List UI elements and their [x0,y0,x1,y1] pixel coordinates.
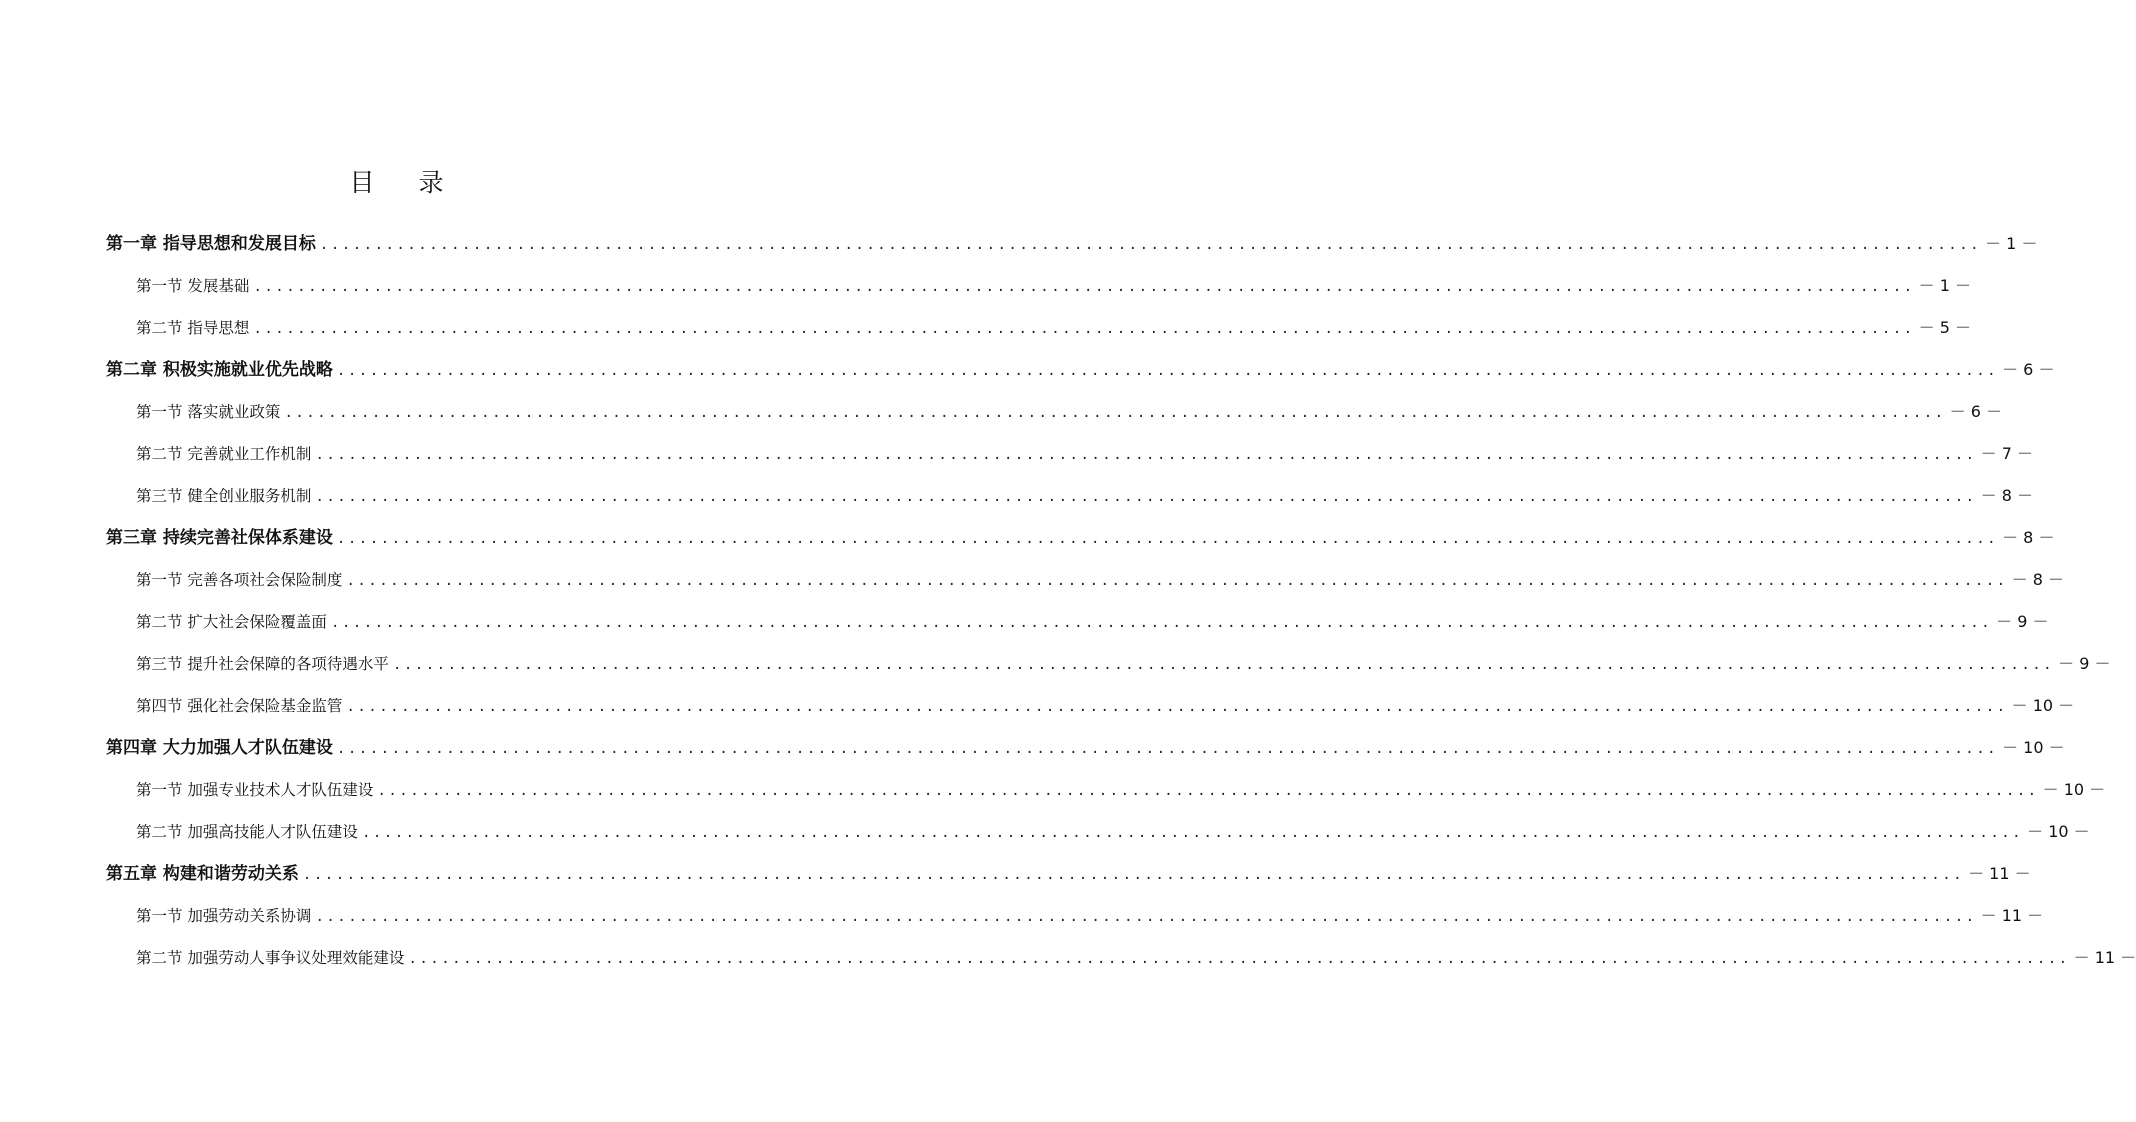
toc-entry-page: － 9 － [1996,612,2049,631]
toc-entry-page: － 8 － [1980,486,2033,505]
toc-entry-label: 第三章 持续完善社保体系建设 [106,528,333,548]
toc-entry-page: － 8 － [2011,570,2064,589]
toc-entry-page: － 10 － [2011,696,2075,715]
toc-entry[interactable] [136,442,2033,466]
dot-leader: ........................................................................................................................................................ [253,279,1915,295]
dot-leader: ........................................................................................................................................................ [315,447,1977,463]
toc-entry-page: － 10 － [2002,738,2065,757]
toc-entry-page: － 6 － [2002,360,2055,379]
toc-entry-page: － 1 － [1918,276,1971,295]
toc-entry-label: 第一节 加强劳动关系协调 [136,907,312,925]
toc-entry[interactable] [106,862,2031,886]
toc-entry[interactable] [136,568,2064,592]
dot-leader: ........................................................................................................................................................ [377,783,2039,799]
toc-entry-label: 第一节 发展基础 [136,277,250,295]
toc-entry[interactable] [106,232,2038,256]
dot-leader: ........................................................................................................................................................ [408,951,2070,967]
toc-entry-label: 第一章 指导思想和发展目标 [106,234,316,254]
toc-entry[interactable] [136,484,2033,508]
dot-leader: ........................................................................................................................................................ [284,405,1946,421]
toc-entry-page: － 5 － [1918,318,1971,337]
toc-entry-page: － 8 － [2002,528,2055,547]
dot-leader: ........................................................................................................................................................ [253,321,1915,337]
toc-entry[interactable] [136,778,2106,802]
dot-leader: ........................................................................................................................................................ [319,237,1982,253]
page-title: 目 录 [349,167,462,197]
dot-leader: ........................................................................................................................................................ [392,657,2055,673]
toc-entry-label: 第一节 完善各项社会保险制度 [136,571,343,589]
toc-entry-page: － 11 － [1980,906,2044,925]
dot-leader: ........................................................................................................................................................ [346,699,2008,715]
toc-entry-page: － 6 － [1949,402,2002,421]
dot-leader: ........................................................................................................................................................ [336,363,1999,379]
toc-entry-label: 第一节 加强专业技术人才队伍建设 [136,781,374,799]
toc-entry-label: 第二节 扩大社会保险覆盖面 [136,613,327,631]
toc-entry-label: 第四节 强化社会保险基金监管 [136,697,343,715]
toc-entry[interactable] [136,694,2075,718]
toc-entry[interactable] [106,736,2065,760]
toc-entry[interactable] [136,610,2049,634]
dot-leader: ........................................................................................................................................................ [336,741,1999,757]
toc-entry-page: － 1 － [1985,234,2038,253]
toc-entry-page: － 9 － [2058,654,2111,673]
dot-leader: ........................................................................................................................................................ [336,531,1999,547]
toc-entry-label: 第三节 健全创业服务机制 [136,487,312,505]
toc-entry[interactable] [136,904,2044,928]
toc-entry[interactable] [106,358,2055,382]
toc-entry[interactable] [106,526,2055,550]
toc-entry-page: － 10 － [2042,780,2106,799]
toc-entry-label: 第三节 提升社会保障的各项待遇水平 [136,655,389,673]
toc-entry[interactable] [136,316,1971,340]
toc-entry-label: 第二节 指导思想 [136,319,250,337]
dot-leader: ........................................................................................................................................................ [302,867,1965,883]
toc-entry[interactable] [136,946,2136,970]
toc-entry-page: － 11 － [1968,864,2031,883]
dot-leader: ........................................................................................................................................................ [330,615,1993,631]
toc-entry[interactable] [136,652,2111,676]
toc-entry-label: 第二节 加强劳动人事争议处理效能建设 [136,949,405,967]
toc-entry-label: 第二章 积极实施就业优先战略 [106,360,333,380]
toc-entry-label: 第四章 大力加强人才队伍建设 [106,738,333,758]
dot-leader: ........................................................................................................................................................ [315,909,1977,925]
toc-entry[interactable] [136,400,2002,424]
toc-entry[interactable] [136,820,2090,844]
toc-entry-label: 第二节 完善就业工作机制 [136,445,312,463]
toc-entry-label: 第二节 加强高技能人才队伍建设 [136,823,358,841]
toc-entry-page: － 7 － [1980,444,2033,463]
toc-entry[interactable] [136,274,1971,298]
toc-entry-page: － 10 － [2027,822,2090,841]
toc-entry-label: 第五章 构建和谐劳动关系 [106,864,299,884]
dot-leader: ........................................................................................................................................................ [346,573,2008,589]
dot-leader: ........................................................................................................................................................ [315,489,1977,505]
toc-entry-page: － 11 － [2073,948,2136,967]
dot-leader: ........................................................................................................................................................ [361,825,2024,841]
toc-entry-label: 第一节 落实就业政策 [136,403,281,421]
